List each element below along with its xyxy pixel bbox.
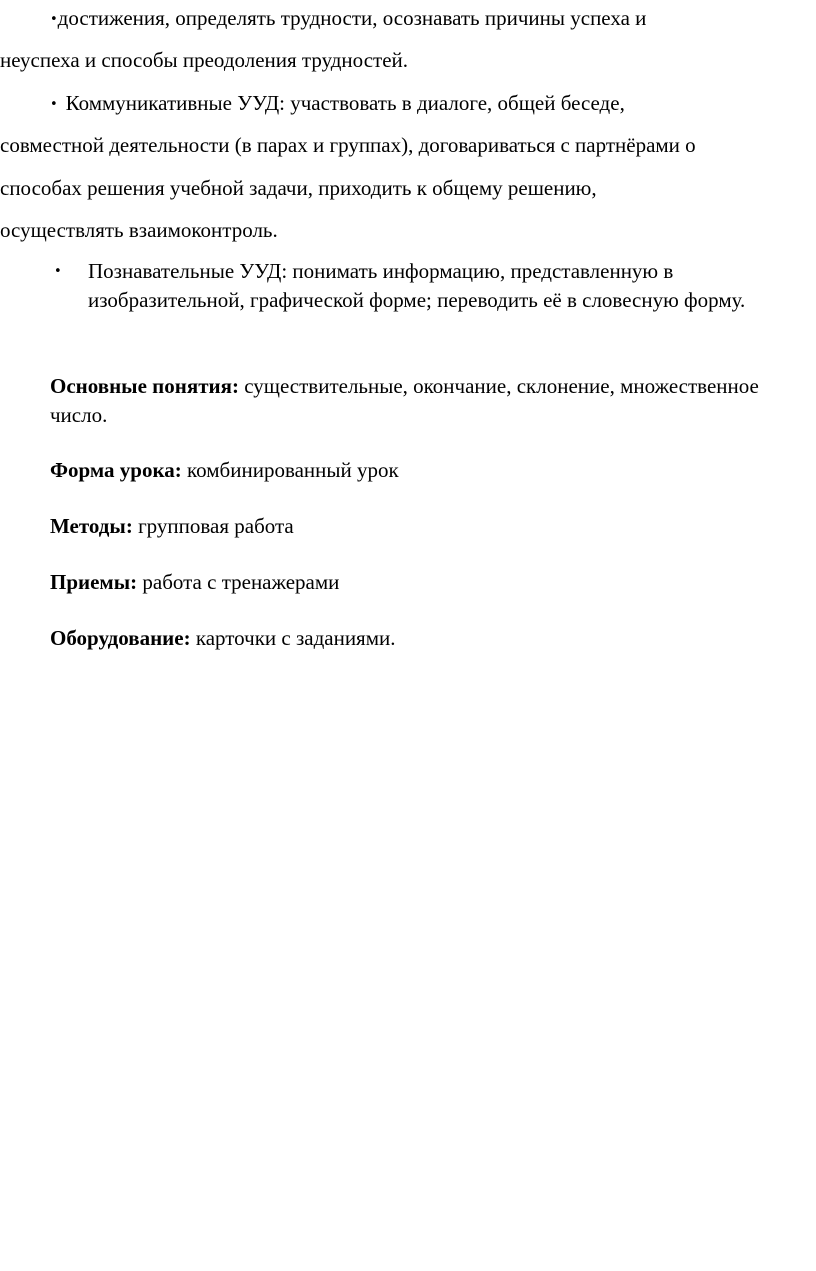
field-value: групповая работа bbox=[132, 514, 294, 538]
field-lesson-form bbox=[50, 456, 399, 485]
bullet-text-line: способах решения учебной задачи, приходить к общему решению, bbox=[0, 176, 597, 200]
field-label: Оборудование: bbox=[50, 626, 191, 650]
bullet-text-line: Коммуникативные УУД: участвовать в диалоге, общей беседе, bbox=[65, 91, 625, 115]
field-label: Основные понятия: bbox=[50, 374, 239, 398]
bullet-text-line: осуществлять взаимоконтроль. bbox=[0, 218, 278, 242]
field-label: Приемы: bbox=[50, 570, 138, 594]
field-methods bbox=[50, 512, 294, 541]
bullet-item-communicative bbox=[50, 89, 625, 119]
field-label: Методы: bbox=[50, 514, 133, 538]
field-label: Форма урока: bbox=[50, 458, 182, 482]
field-value: существительные, окончание, склонение, множественное число. bbox=[50, 374, 759, 427]
bullet-text: Познавательные УУД: понимать информацию, представленную в изобразительной, графической форме; переводить её в словесную форму. bbox=[88, 259, 746, 312]
bullet-item-achievement bbox=[50, 4, 646, 34]
field-value: работа с тренажерами bbox=[137, 570, 340, 594]
bullet-icon: • bbox=[54, 264, 62, 279]
field-equipment bbox=[50, 624, 396, 653]
bullet-text-line: совместной деятельности (в парах и группах), договариваться с партнёрами о bbox=[0, 133, 696, 157]
field-basic-concepts bbox=[50, 372, 770, 430]
bullet-text-line: неуспеха и способы преодоления трудностей. bbox=[0, 48, 409, 72]
field-value: комбинированный урок bbox=[181, 458, 399, 482]
bullet-icon: • bbox=[50, 12, 58, 27]
field-value: карточки с заданиями. bbox=[190, 626, 396, 650]
bullet-text-line: достижения, определять трудности, осознавать причины успеха и bbox=[57, 6, 647, 30]
bullet-icon: • bbox=[50, 97, 58, 112]
field-techniques bbox=[50, 568, 339, 597]
